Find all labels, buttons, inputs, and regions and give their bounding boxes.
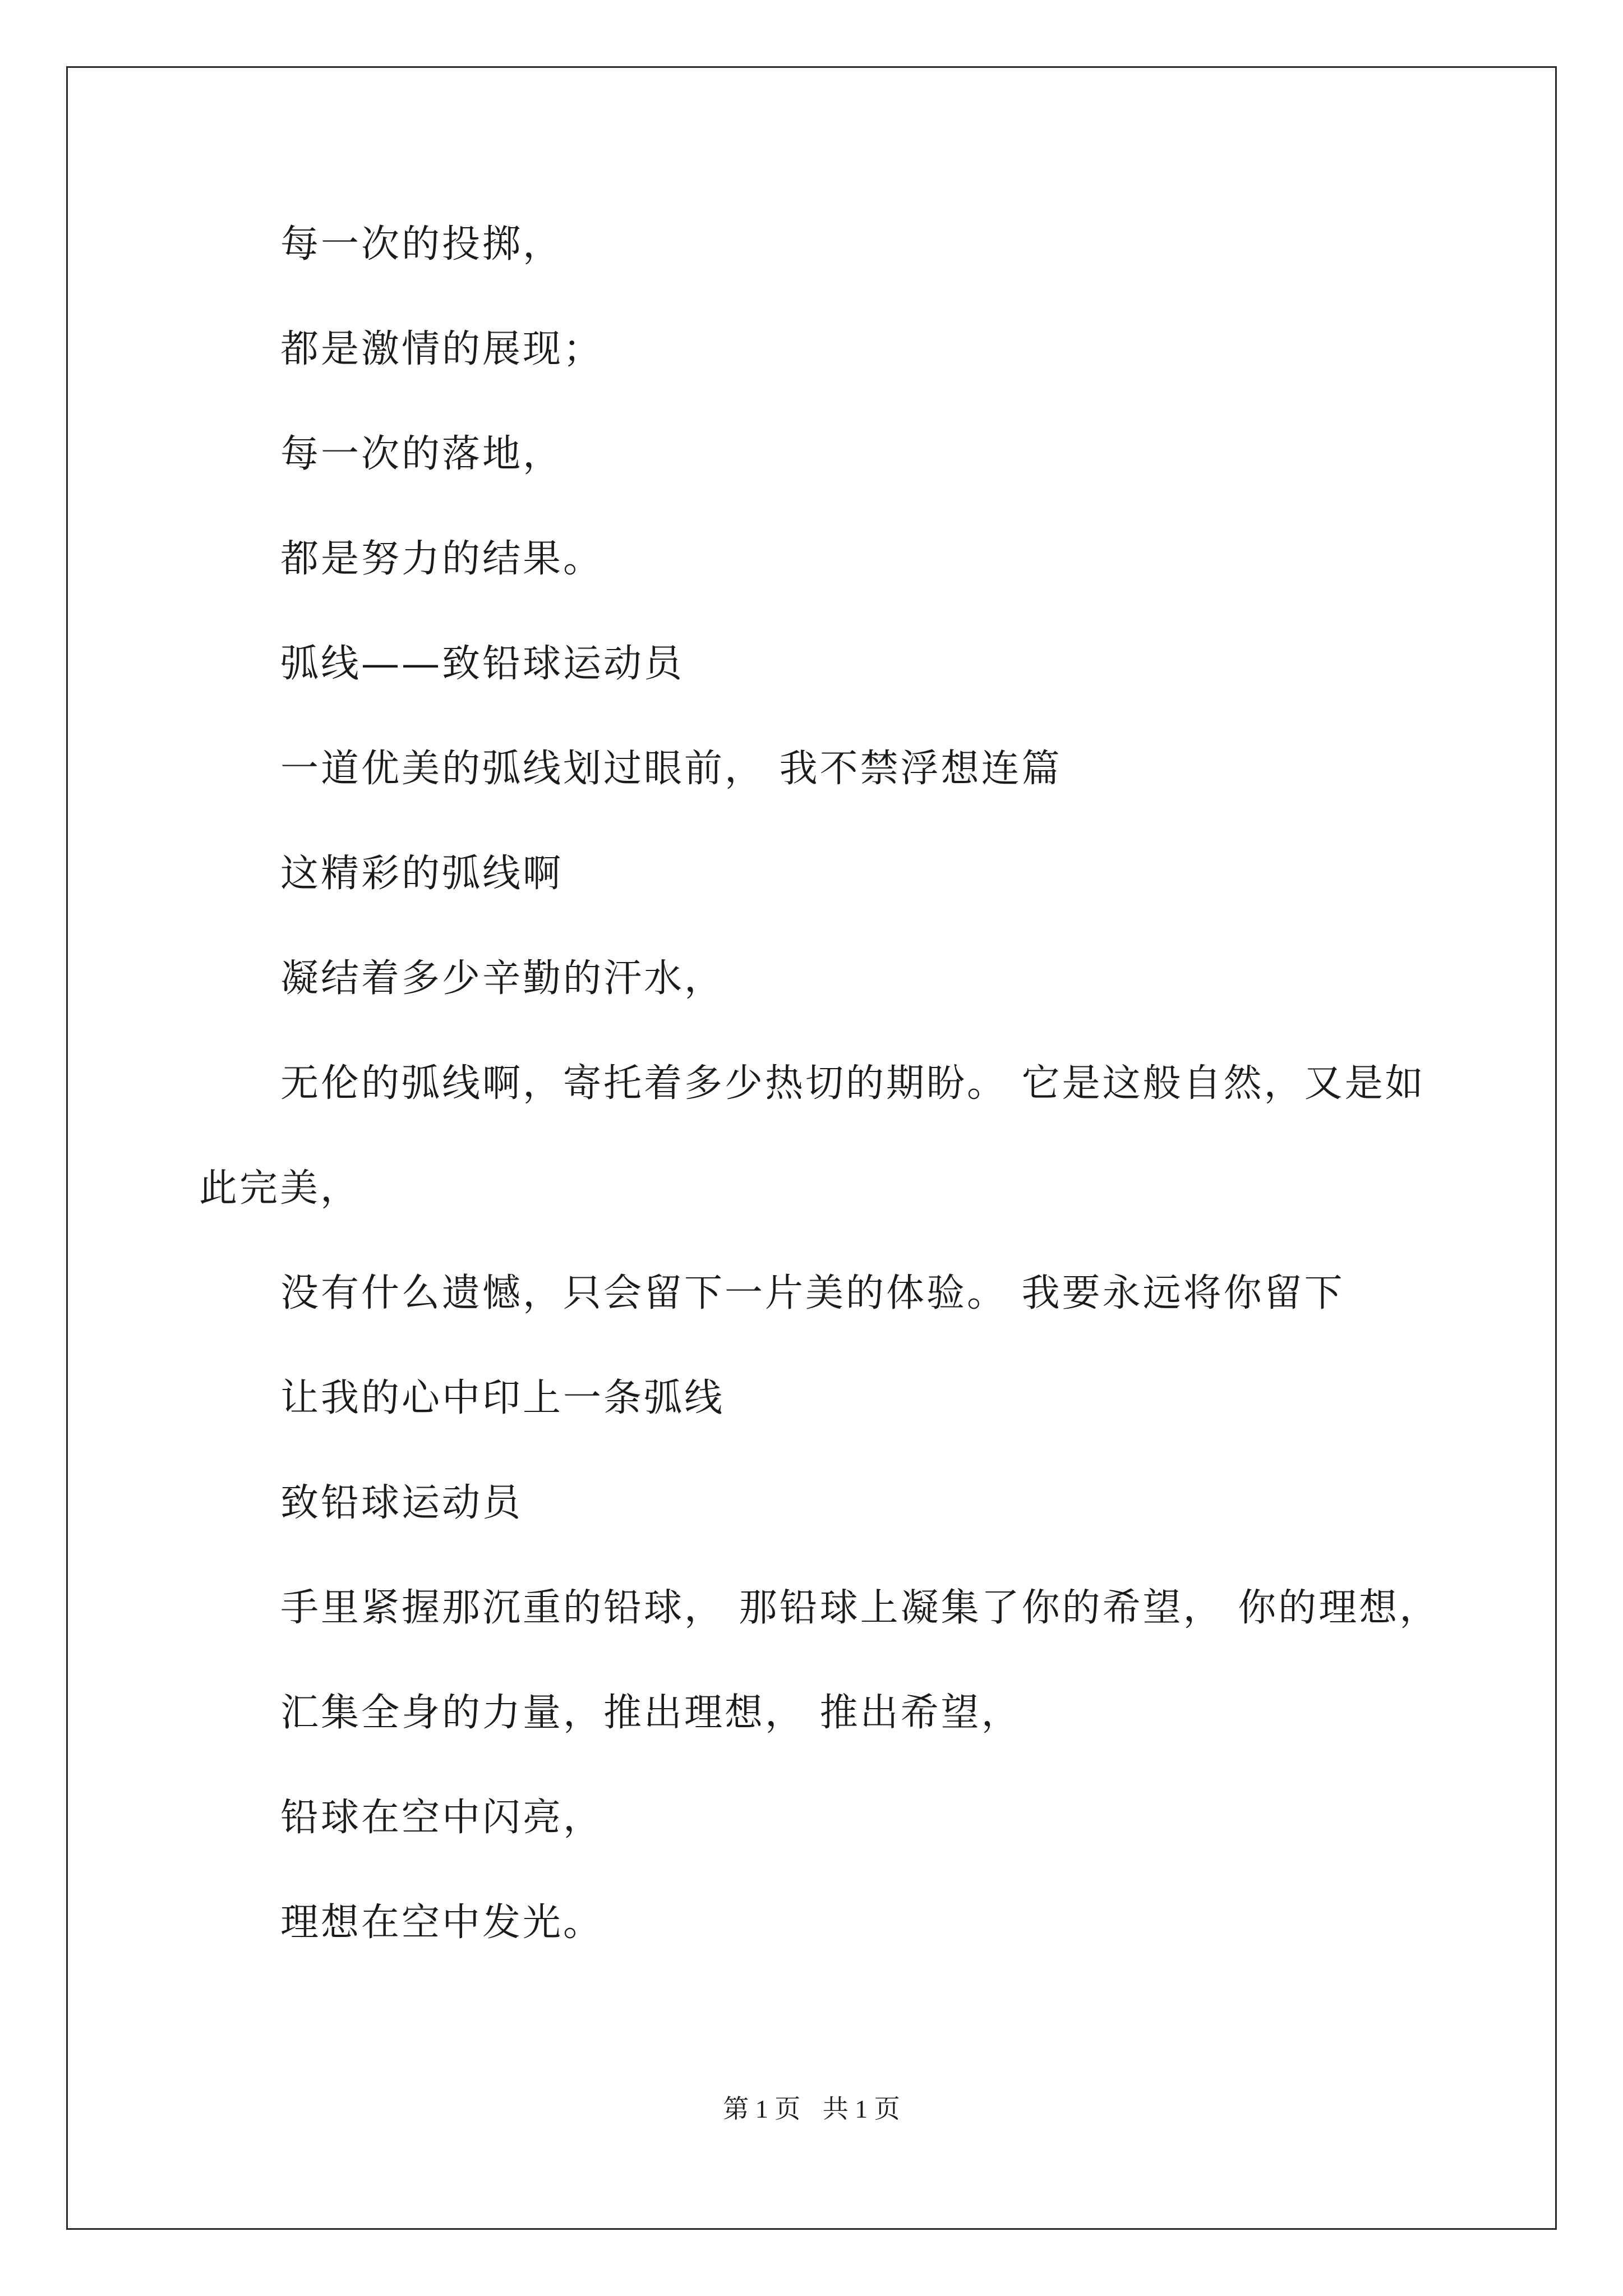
- text-line: 都是努力的结果。: [280, 537, 604, 581]
- page-footer: [0, 2092, 1623, 2126]
- text-line: 让我的心中印上一条弧线: [280, 1376, 725, 1420]
- text-line: 无伦的弧线啊，寄托着多少热切的期盼。 它是这般自然，又是如: [280, 1061, 1426, 1106]
- text-line: 凝结着多少辛勤的汗水，: [280, 956, 725, 1001]
- text-line: 一道优美的弧线划过眼前， 我不禁浮想连篇: [280, 747, 1062, 791]
- section-title: 弧线——致铅球运动员: [280, 642, 685, 686]
- text-line: 汇集全身的力量，推出理想， 推出希望，: [280, 1691, 1022, 1735]
- text-line: 理想在空中发光。: [280, 1901, 604, 1945]
- page-number: 第 1 页: [723, 2095, 801, 2123]
- section-title: 致铅球运动员: [280, 1481, 523, 1525]
- document-body: [199, 219, 1438, 2002]
- text-line: 每一次的投掷，: [280, 222, 564, 266]
- text-line: 手里紧握那沉重的铅球， 那铅球上凝集了你的希望， 你的理想，: [280, 1586, 1440, 1630]
- text-line: 铅球在空中闪亮，: [280, 1796, 604, 1840]
- text-line: 都是激情的展现；: [280, 327, 604, 371]
- text-line: 每一次的落地，: [280, 432, 564, 476]
- page-total: 共 1 页: [822, 2095, 900, 2123]
- text-line: 这精彩的弧线啊: [280, 852, 564, 896]
- text-line: 没有什么遗憾，只会留下一片美的体验。 我要永远将你留下: [280, 1271, 1345, 1315]
- text-line-continuation: 此完美，: [199, 1166, 361, 1211]
